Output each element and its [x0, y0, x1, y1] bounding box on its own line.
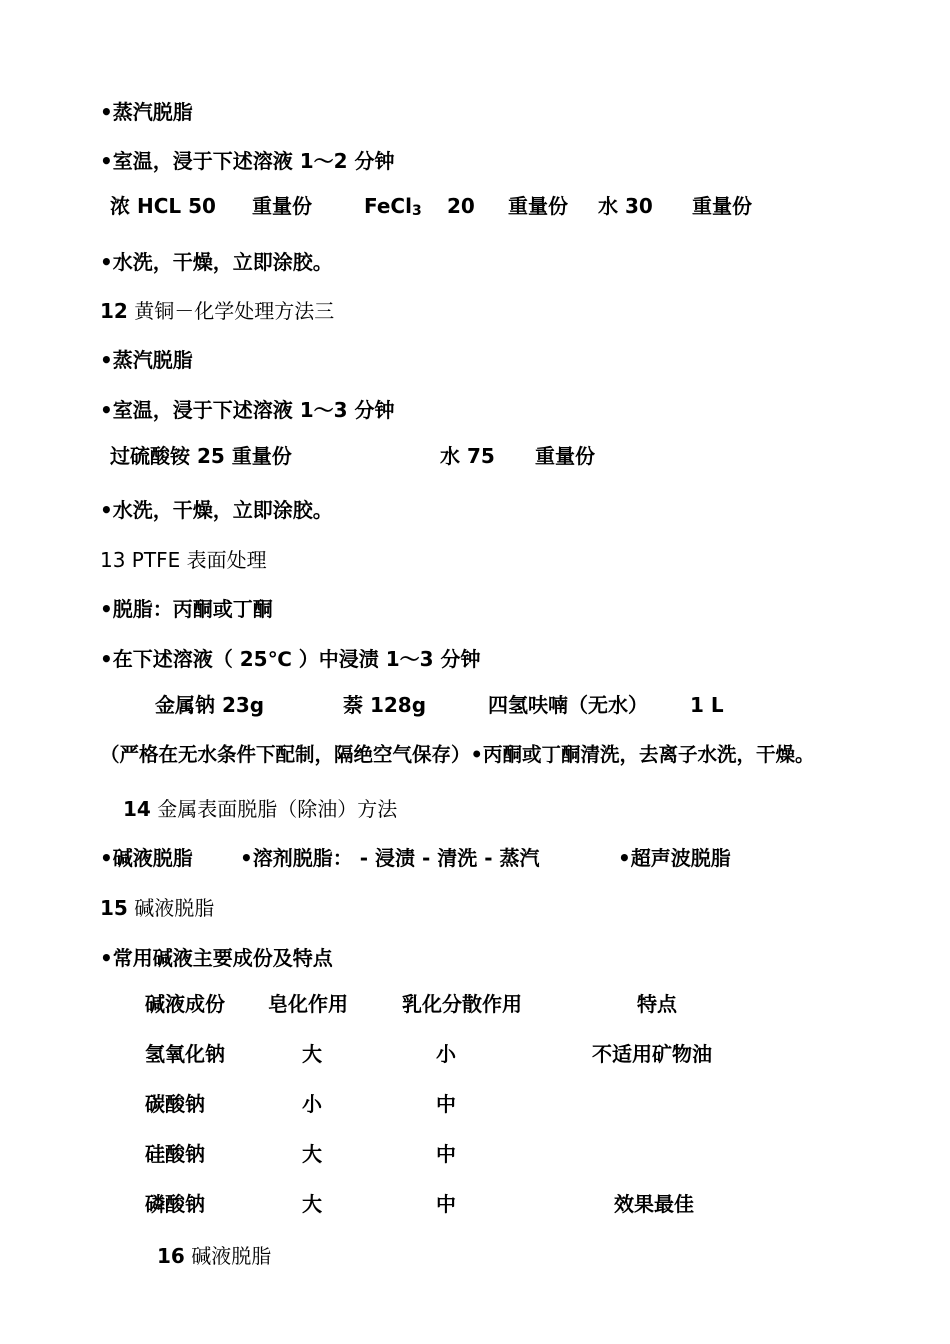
section-16-heading: 16 碱液脱脂	[157, 1244, 272, 1268]
table-caption: •常用碱液主要成份及特点	[100, 946, 333, 970]
section-12-heading: 12 黄铜－化学处理方法三	[100, 299, 335, 323]
method-ultrasonic-degrease: •超声波脱脂	[618, 846, 731, 870]
note-anhydrous-preparation: （严格在无水条件下配制，隔绝空气保存）•丙酮或丁酮清洗，去离子水洗，干燥。	[100, 743, 815, 766]
formula-naphthalene: 萘 128g	[343, 693, 427, 717]
formula-thf: 四氢呋喃（无水）	[488, 693, 648, 717]
method-alkaline-degrease: •碱液脱脂	[100, 846, 193, 870]
step-immerse-25c: •在下述溶液（ 25℃ ）中浸渍 1～3 分钟	[100, 647, 481, 671]
table-cell-emulsification: 中	[436, 1092, 456, 1116]
table-cell-saponification: 小	[302, 1092, 322, 1116]
formula-fecl3-unit: 重量份	[508, 194, 568, 218]
formula-persulfate: 过硫酸铵 25 重量份	[110, 444, 292, 468]
table-cell-component: 氢氧化钠	[145, 1042, 225, 1066]
formula-sodium: 金属钠 23g	[155, 693, 265, 717]
section-14-heading: 14 金属表面脱脂（除油）方法	[123, 797, 398, 821]
table-cell-component: 硅酸钠	[145, 1142, 205, 1166]
step-degrease-acetone: •脱脂：丙酮或丁酮	[100, 597, 273, 621]
formula-water: 水 30	[598, 194, 653, 218]
method-solvent-degrease: •溶剂脱脂： - 浸渍 - 清洗 - 蒸汽	[240, 846, 540, 870]
formula-thf-volume: 1 L	[690, 693, 724, 717]
formula-hcl-unit: 重量份	[252, 194, 312, 218]
table-cell-emulsification: 小	[436, 1042, 456, 1066]
step-immerse-1-2min: •室温，浸于下述溶液 1～2 分钟	[100, 149, 395, 173]
table-cell-emulsification: 中	[436, 1192, 456, 1216]
formula-water-unit: 重量份	[535, 444, 595, 468]
section-15-heading: 15 碱液脱脂	[100, 896, 215, 920]
formula-hcl: 浓 HCL 50	[110, 194, 216, 218]
formula-water: 水 75	[440, 444, 495, 468]
formula-fecl3: FeCl$_3$	[364, 194, 422, 219]
formula-fecl3-amount: 20	[447, 194, 475, 218]
step-vapor-degrease: •蒸汽脱脂	[100, 100, 193, 124]
step-vapor-degrease: •蒸汽脱脂	[100, 348, 193, 372]
table-cell-component: 碳酸钠	[145, 1092, 205, 1116]
section-13-heading: 13 PTFE 表面处理	[100, 548, 267, 572]
table-cell-component: 磷酸钠	[145, 1192, 205, 1216]
formula-water-unit: 重量份	[692, 194, 752, 218]
table-cell-feature: 不适用矿物油	[592, 1042, 712, 1066]
table-cell-emulsification: 中	[436, 1142, 456, 1166]
table-cell-saponification: 大	[302, 1042, 322, 1066]
step-wash-dry-glue: •水洗，干燥，立即涂胶。	[100, 498, 333, 522]
table-cell-saponification: 大	[302, 1142, 322, 1166]
step-wash-dry-glue: •水洗，干燥，立即涂胶。	[100, 250, 333, 274]
table-cell-feature: 效果最佳	[614, 1192, 694, 1216]
table-cell-saponification: 大	[302, 1192, 322, 1216]
table-header-component: 碱液成份	[145, 992, 225, 1016]
table-header-saponification: 皂化作用	[268, 992, 348, 1016]
step-immerse-1-3min: •室温，浸于下述溶液 1～3 分钟	[100, 398, 395, 422]
table-header-emulsification: 乳化分散作用	[402, 992, 522, 1016]
table-header-feature: 特点	[637, 992, 677, 1016]
